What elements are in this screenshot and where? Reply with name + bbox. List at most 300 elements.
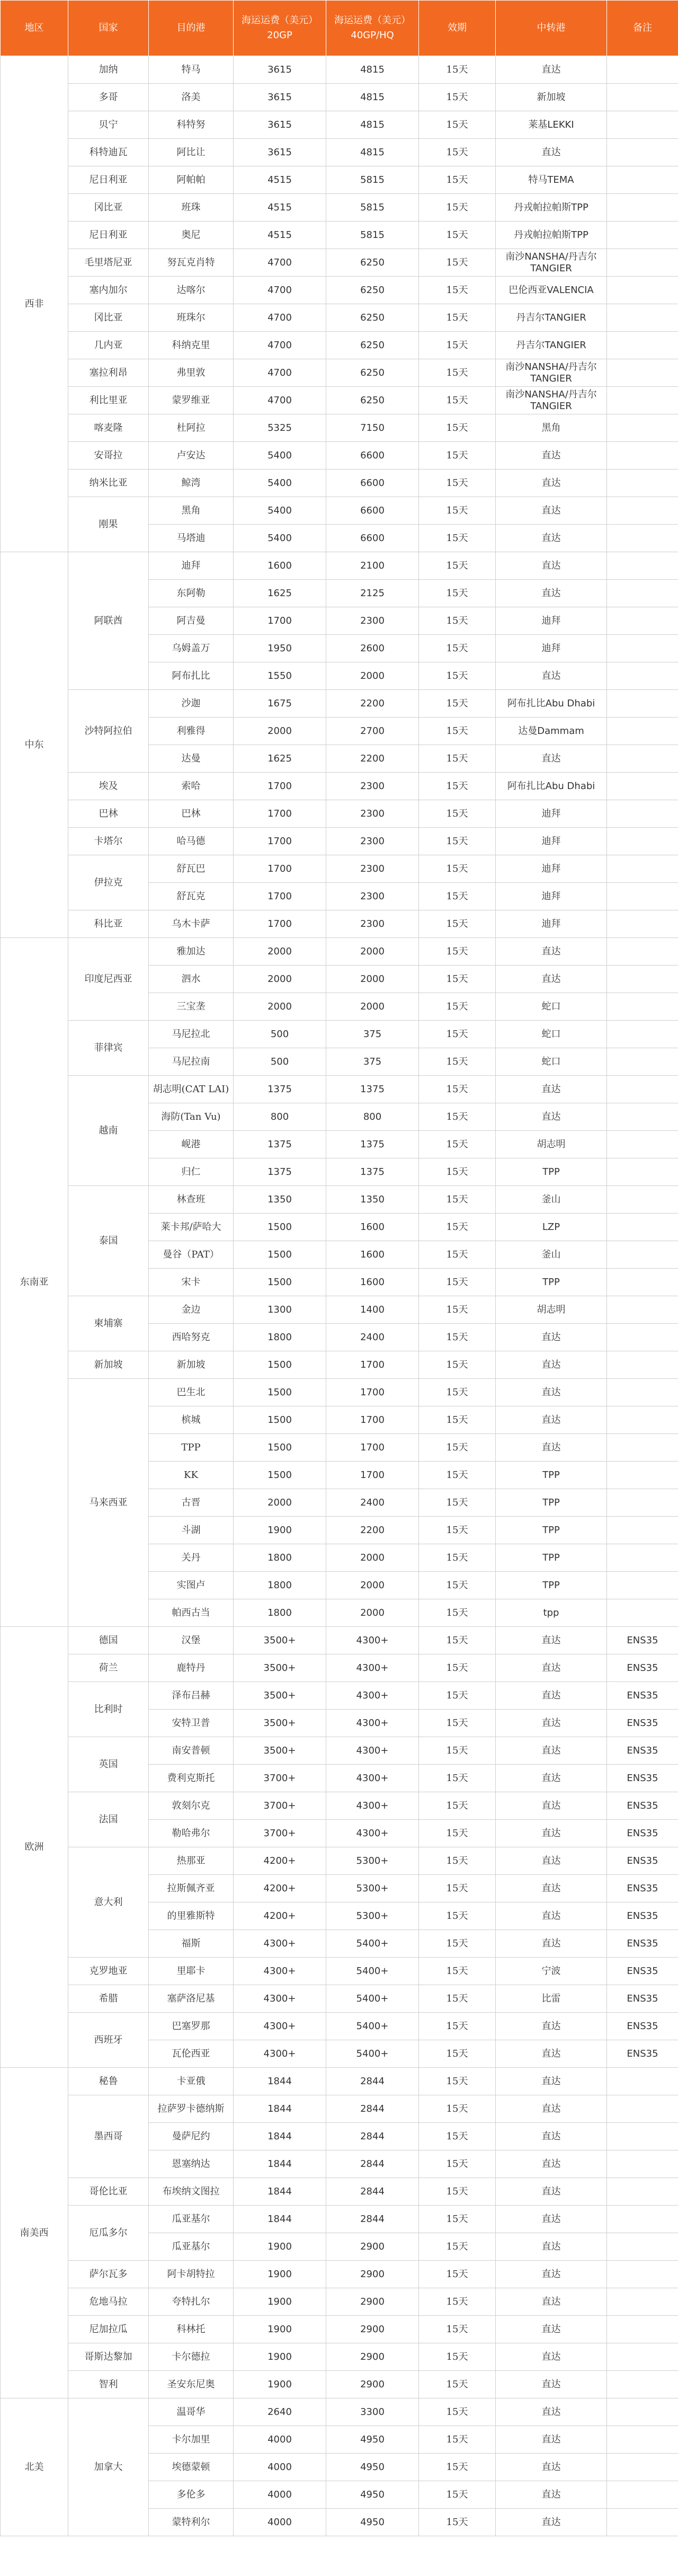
transit-port-cell: tpp [496, 1599, 607, 1627]
table-row [1, 2371, 678, 2398]
destination-port-cell: 弗里敦 [149, 359, 234, 387]
rate-40gp-cell: 375 [326, 1021, 419, 1048]
country-cell: 纳米比亚 [68, 470, 149, 497]
transit-time-cell: 15天 [419, 1958, 496, 1985]
transit-time-cell: 15天 [419, 111, 496, 139]
rate-40gp-cell: 2900 [326, 2343, 419, 2371]
table-row [1, 2261, 678, 2288]
table-row [1, 800, 678, 828]
table-row [1, 359, 678, 387]
transit-time-cell: 15天 [419, 690, 496, 718]
transit-port-cell: 新加坡 [496, 84, 607, 111]
transit-port-cell: 迪拜 [496, 828, 607, 855]
country-cell: 冈比亚 [68, 194, 149, 222]
remarks-cell [607, 1351, 678, 1379]
rate-40gp-cell: 5400+ [326, 1930, 419, 1958]
rate-20gp-cell: 4700 [234, 277, 326, 304]
transit-port-cell: TPP [496, 1158, 607, 1186]
country-cell: 德国 [68, 1627, 149, 1654]
remarks-cell [607, 332, 678, 359]
rate-20gp-cell: 5400 [234, 442, 326, 470]
transit-port-cell: 丹戎帕拉帕斯TPP [496, 194, 607, 222]
remarks-cell [607, 1241, 678, 1269]
transit-time-cell: 15天 [419, 1406, 496, 1434]
rate-40gp-cell: 2844 [326, 2150, 419, 2178]
table-row [1, 1792, 678, 1820]
destination-port-cell: 达喀尔 [149, 277, 234, 304]
destination-port-cell: 南安普顿 [149, 1737, 234, 1765]
transit-time-cell: 15天 [419, 1296, 496, 1324]
rate-40gp-cell: 4300+ [326, 1654, 419, 1682]
rate-20gp-cell: 2000 [234, 993, 326, 1021]
transit-time-cell: 15天 [419, 1351, 496, 1379]
destination-port-cell: 杜阿拉 [149, 414, 234, 442]
remarks-cell [607, 222, 678, 249]
transit-port-cell: 迪拜 [496, 855, 607, 883]
table-row [1, 910, 678, 938]
country-cell: 尼加拉瓜 [68, 2316, 149, 2343]
destination-port-cell: 新加坡 [149, 1351, 234, 1379]
rate-20gp-cell: 1675 [234, 690, 326, 718]
table-row [1, 1021, 678, 1048]
transit-time-cell: 15天 [419, 1269, 496, 1296]
table-row [1, 1351, 678, 1379]
destination-port-cell: 斗湖 [149, 1517, 234, 1544]
transit-port-cell: 丹吉尔TANGIER [496, 332, 607, 359]
rate-40gp-cell: 7150 [326, 414, 419, 442]
transit-time-cell: 15天 [419, 552, 496, 580]
remarks-cell: ENS35 [607, 1792, 678, 1820]
transit-time-cell: 15天 [419, 1682, 496, 1710]
remarks-cell [607, 277, 678, 304]
table-row [1, 387, 678, 414]
transit-port-cell: 直达 [496, 1820, 607, 1847]
destination-port-cell: 巴林 [149, 800, 234, 828]
table-row [1, 1985, 678, 2013]
destination-port-cell: 夸特扎尔 [149, 2288, 234, 2316]
transit-time-cell: 15天 [419, 1076, 496, 1103]
remarks-cell: ENS35 [607, 1654, 678, 1682]
transit-time-cell: 15天 [419, 2343, 496, 2371]
rate-20gp-cell: 1700 [234, 855, 326, 883]
transit-time-cell: 15天 [419, 635, 496, 662]
rate-40gp-cell: 2400 [326, 1324, 419, 1351]
transit-port-cell: 釜山 [496, 1241, 607, 1269]
country-cell: 越南 [68, 1076, 149, 1186]
transit-time-cell: 15天 [419, 1131, 496, 1158]
remarks-cell [607, 993, 678, 1021]
rate-40gp-cell: 2000 [326, 1544, 419, 1572]
country-cell: 哥斯达黎加 [68, 2343, 149, 2371]
table-row [1, 1627, 678, 1654]
transit-time-cell: 15天 [419, 2068, 496, 2095]
transit-port-cell: TPP [496, 1269, 607, 1296]
transit-time-cell: 15天 [419, 1186, 496, 1214]
rate-20gp-cell: 3500+ [234, 1654, 326, 1682]
remarks-cell: ENS35 [607, 1627, 678, 1654]
transit-time-cell: 15天 [419, 304, 496, 332]
rate-40gp-cell: 5300+ [326, 1875, 419, 1902]
destination-port-cell: 金边 [149, 1296, 234, 1324]
transit-time-cell: 15天 [419, 607, 496, 635]
transit-time-cell: 15天 [419, 1434, 496, 1462]
remarks-cell [607, 2261, 678, 2288]
table-row [1, 1076, 678, 1103]
rate-40gp-cell: 1700 [326, 1379, 419, 1406]
destination-port-cell: 乌姆盖万 [149, 635, 234, 662]
transit-time-cell: 15天 [419, 2150, 496, 2178]
transit-port-cell: 直达 [496, 580, 607, 607]
transit-port-cell: 直达 [496, 56, 607, 84]
destination-port-cell: 敦刻尔克 [149, 1792, 234, 1820]
transit-port-cell: 直达 [496, 442, 607, 470]
country-cell: 贝宁 [68, 111, 149, 139]
rate-20gp-cell: 4515 [234, 166, 326, 194]
rate-40gp-cell: 2900 [326, 2233, 419, 2261]
rate-20gp-cell: 4700 [234, 249, 326, 277]
destination-port-cell: 班珠 [149, 194, 234, 222]
rate-20gp-cell: 1300 [234, 1296, 326, 1324]
rate-20gp-cell: 1625 [234, 745, 326, 773]
remarks-cell [607, 497, 678, 525]
rate-20gp-cell: 4515 [234, 222, 326, 249]
rate-20gp-cell: 4000 [234, 2509, 326, 2536]
transit-port-cell: 直达 [496, 662, 607, 690]
rate-40gp-cell: 4300+ [326, 1737, 419, 1765]
remarks-cell [607, 607, 678, 635]
rate-20gp-cell: 3500+ [234, 1710, 326, 1737]
header-transit-time: 效期 [419, 1, 496, 56]
header-transit-port: 中转港 [496, 1, 607, 56]
transit-time-cell: 15天 [419, 662, 496, 690]
transit-time-cell: 15天 [419, 2206, 496, 2233]
transit-port-cell: 胡志明 [496, 1131, 607, 1158]
table-row [1, 56, 678, 84]
rate-20gp-cell: 4000 [234, 2426, 326, 2454]
rate-40gp-cell: 2000 [326, 1572, 419, 1599]
destination-port-cell: 多伦多 [149, 2481, 234, 2509]
rate-40gp-cell: 2000 [326, 993, 419, 1021]
destination-port-cell: 阿比让 [149, 139, 234, 166]
transit-port-cell: 直达 [496, 1654, 607, 1682]
table-row [1, 1682, 678, 1710]
remarks-cell [607, 2206, 678, 2233]
rate-40gp-cell: 2300 [326, 607, 419, 635]
country-cell: 塞拉利昂 [68, 359, 149, 387]
destination-port-cell: 蒙特利尔 [149, 2509, 234, 2536]
rate-40gp-cell: 1350 [326, 1186, 419, 1214]
destination-port-cell: 马尼拉南 [149, 1048, 234, 1076]
destination-port-cell: 鲸湾 [149, 470, 234, 497]
remarks-cell [607, 1544, 678, 1572]
rate-40gp-cell: 6250 [326, 359, 419, 387]
country-cell: 法国 [68, 1792, 149, 1847]
table-row [1, 332, 678, 359]
rate-40gp-cell: 4300+ [326, 1682, 419, 1710]
transit-time-cell: 15天 [419, 1599, 496, 1627]
transit-port-cell: 釜山 [496, 1186, 607, 1214]
transit-port-cell: 胡志明 [496, 1296, 607, 1324]
rate-20gp-cell: 3615 [234, 84, 326, 111]
rate-40gp-cell: 2900 [326, 2288, 419, 2316]
destination-port-cell: 关丹 [149, 1544, 234, 1572]
rate-40gp-cell: 2900 [326, 2261, 419, 2288]
destination-port-cell: 卡尔加里 [149, 2426, 234, 2454]
transit-time-cell: 15天 [419, 910, 496, 938]
remarks-cell [607, 166, 678, 194]
transit-port-cell: 直达 [496, 1875, 607, 1902]
rate-40gp-cell: 4300+ [326, 1792, 419, 1820]
transit-port-cell: 直达 [496, 2288, 607, 2316]
transit-time-cell: 15天 [419, 1158, 496, 1186]
rate-20gp-cell: 1844 [234, 2068, 326, 2095]
rate-20gp-cell: 1375 [234, 1158, 326, 1186]
country-cell: 危地马拉 [68, 2288, 149, 2316]
rate-40gp-cell: 800 [326, 1103, 419, 1131]
remarks-cell [607, 1214, 678, 1241]
remarks-cell [607, 111, 678, 139]
table-row [1, 2343, 678, 2371]
transit-port-cell: 直达 [496, 2040, 607, 2068]
rate-40gp-cell: 2844 [326, 2095, 419, 2123]
rate-20gp-cell: 4700 [234, 332, 326, 359]
destination-port-cell: 拉斯佩齐亚 [149, 1875, 234, 1902]
rate-40gp-cell: 2000 [326, 966, 419, 993]
transit-port-cell: 直达 [496, 2426, 607, 2454]
remarks-cell [607, 2095, 678, 2123]
rate-40gp-cell: 2300 [326, 773, 419, 800]
header-remarks: 备注 [607, 1, 678, 56]
remarks-cell [607, 2233, 678, 2261]
rate-20gp-cell: 1700 [234, 828, 326, 855]
rate-40gp-cell: 5300+ [326, 1902, 419, 1930]
rate-40gp-cell: 1600 [326, 1214, 419, 1241]
rate-40gp-cell: 2844 [326, 2068, 419, 2095]
rate-40gp-cell: 6600 [326, 470, 419, 497]
header-rate-40gp: 海运运费（美元）40GP/HQ [326, 1, 419, 56]
table-row [1, 304, 678, 332]
rate-40gp-cell: 6600 [326, 525, 419, 552]
transit-port-cell: 直达 [496, 2095, 607, 2123]
destination-port-cell: 归仁 [149, 1158, 234, 1186]
destination-port-cell: 努瓦克肖特 [149, 249, 234, 277]
rate-20gp-cell: 2000 [234, 966, 326, 993]
remarks-cell [607, 359, 678, 387]
rate-20gp-cell: 1500 [234, 1351, 326, 1379]
rate-20gp-cell: 1500 [234, 1379, 326, 1406]
rate-20gp-cell: 1350 [234, 1186, 326, 1214]
rate-40gp-cell: 2844 [326, 2123, 419, 2150]
table-row [1, 414, 678, 442]
transit-time-cell: 15天 [419, 1654, 496, 1682]
destination-port-cell: 特马 [149, 56, 234, 84]
rate-40gp-cell: 4300+ [326, 1627, 419, 1654]
transit-time-cell: 15天 [419, 1489, 496, 1517]
country-cell: 利比里亚 [68, 387, 149, 414]
rate-20gp-cell: 1375 [234, 1131, 326, 1158]
transit-port-cell: 迪拜 [496, 883, 607, 910]
rate-20gp-cell: 1844 [234, 2206, 326, 2233]
destination-port-cell: 迪拜 [149, 552, 234, 580]
remarks-cell: ENS35 [607, 1930, 678, 1958]
transit-port-cell: 直达 [496, 1627, 607, 1654]
destination-port-cell: 阿帕帕 [149, 166, 234, 194]
transit-time-cell: 15天 [419, 2454, 496, 2481]
destination-port-cell: 阿布扎比 [149, 662, 234, 690]
table-row [1, 2095, 678, 2123]
remarks-cell [607, 910, 678, 938]
rate-20gp-cell: 1900 [234, 2371, 326, 2398]
rate-20gp-cell: 500 [234, 1048, 326, 1076]
rate-40gp-cell: 2300 [326, 883, 419, 910]
destination-port-cell: 费利克斯托 [149, 1765, 234, 1792]
table-row [1, 2013, 678, 2040]
country-cell: 英国 [68, 1737, 149, 1792]
transit-port-cell: 直达 [496, 745, 607, 773]
rate-20gp-cell: 1900 [234, 1517, 326, 1544]
rate-20gp-cell: 4300+ [234, 2040, 326, 2068]
transit-time-cell: 15天 [419, 84, 496, 111]
transit-time-cell: 15天 [419, 1627, 496, 1654]
remarks-cell [607, 470, 678, 497]
country-cell: 新加坡 [68, 1351, 149, 1379]
transit-time-cell: 15天 [419, 1544, 496, 1572]
rate-20gp-cell: 1900 [234, 2343, 326, 2371]
rate-40gp-cell: 5815 [326, 194, 419, 222]
transit-time-cell: 15天 [419, 56, 496, 84]
remarks-cell [607, 1103, 678, 1131]
remarks-cell [607, 1158, 678, 1186]
transit-time-cell: 15天 [419, 1765, 496, 1792]
table-row [1, 552, 678, 580]
transit-port-cell: TPP [496, 1572, 607, 1599]
transit-port-cell: 直达 [496, 139, 607, 166]
rate-40gp-cell: 2844 [326, 2206, 419, 2233]
region-cell: 南美西 [1, 2068, 68, 2398]
rate-20gp-cell: 5400 [234, 525, 326, 552]
remarks-cell [607, 800, 678, 828]
destination-port-cell: 勒哈弗尔 [149, 1820, 234, 1847]
rate-20gp-cell: 4515 [234, 194, 326, 222]
rate-20gp-cell: 2000 [234, 718, 326, 745]
destination-port-cell: 科特努 [149, 111, 234, 139]
transit-time-cell: 15天 [419, 497, 496, 525]
rate-40gp-cell: 5400+ [326, 2040, 419, 2068]
destination-port-cell: 阿卡胡特拉 [149, 2261, 234, 2288]
transit-time-cell: 15天 [419, 277, 496, 304]
rate-20gp-cell: 4000 [234, 2454, 326, 2481]
destination-port-cell: 哈马德 [149, 828, 234, 855]
transit-time-cell: 15天 [419, 139, 496, 166]
rate-40gp-cell: 2000 [326, 662, 419, 690]
destination-port-cell: 泗水 [149, 966, 234, 993]
country-cell: 尼日利亚 [68, 166, 149, 194]
rate-20gp-cell: 3500+ [234, 1682, 326, 1710]
remarks-cell [607, 1324, 678, 1351]
transit-time-cell: 15天 [419, 966, 496, 993]
rate-20gp-cell: 1600 [234, 552, 326, 580]
transit-time-cell: 15天 [419, 1875, 496, 1902]
transit-time-cell: 15天 [419, 2316, 496, 2343]
rate-20gp-cell: 1900 [234, 2233, 326, 2261]
rate-40gp-cell: 5400+ [326, 1985, 419, 2013]
transit-port-cell: 阿布扎比Abu Dhabi [496, 773, 607, 800]
remarks-cell [607, 304, 678, 332]
rate-20gp-cell: 2000 [234, 938, 326, 966]
transit-port-cell: 南沙NANSHA/丹吉尔TANGIER [496, 249, 607, 277]
remarks-cell: ENS35 [607, 1902, 678, 1930]
country-cell: 埃及 [68, 773, 149, 800]
transit-time-cell: 15天 [419, 1324, 496, 1351]
transit-port-cell: 丹吉尔TANGIER [496, 304, 607, 332]
remarks-cell [607, 966, 678, 993]
rate-20gp-cell: 1700 [234, 800, 326, 828]
rate-20gp-cell: 3700+ [234, 1792, 326, 1820]
destination-port-cell: 卡亚俄 [149, 2068, 234, 2095]
destination-port-cell: 西哈努克 [149, 1324, 234, 1351]
rate-20gp-cell: 1800 [234, 1572, 326, 1599]
transit-port-cell: 直达 [496, 2343, 607, 2371]
rate-20gp-cell: 4700 [234, 304, 326, 332]
rate-20gp-cell: 5400 [234, 470, 326, 497]
region-cell: 东南亚 [1, 938, 68, 1627]
transit-port-cell: 直达 [496, 1406, 607, 1434]
remarks-cell [607, 662, 678, 690]
transit-port-cell: 直达 [496, 938, 607, 966]
transit-time-cell: 15天 [419, 938, 496, 966]
remarks-cell [607, 1434, 678, 1462]
remarks-cell: ENS35 [607, 2040, 678, 2068]
rate-40gp-cell: 2000 [326, 1599, 419, 1627]
transit-time-cell: 15天 [419, 470, 496, 497]
rate-40gp-cell: 5815 [326, 166, 419, 194]
rate-40gp-cell: 2400 [326, 1489, 419, 1517]
transit-port-cell: LZP [496, 1214, 607, 1241]
rate-20gp-cell: 1800 [234, 1544, 326, 1572]
remarks-cell [607, 56, 678, 84]
remarks-cell [607, 1048, 678, 1076]
transit-time-cell: 15天 [419, 718, 496, 745]
transit-time-cell: 15天 [419, 1021, 496, 1048]
table-row [1, 249, 678, 277]
transit-port-cell: 直达 [496, 2150, 607, 2178]
transit-port-cell: 直达 [496, 1902, 607, 1930]
remarks-cell [607, 1517, 678, 1544]
transit-time-cell: 15天 [419, 855, 496, 883]
transit-port-cell: 直达 [496, 2261, 607, 2288]
transit-port-cell: 直达 [496, 2316, 607, 2343]
destination-port-cell: 曼萨尼约 [149, 2123, 234, 2150]
country-cell: 意大利 [68, 1847, 149, 1958]
destination-port-cell: 实图卢 [149, 1572, 234, 1599]
rate-40gp-cell: 1700 [326, 1406, 419, 1434]
header-country: 国家 [68, 1, 149, 56]
remarks-cell [607, 1296, 678, 1324]
destination-port-cell: 汉堡 [149, 1627, 234, 1654]
remarks-cell [607, 2178, 678, 2206]
transit-time-cell: 15天 [419, 359, 496, 387]
transit-port-cell: 直达 [496, 2509, 607, 2536]
country-cell: 马来西亚 [68, 1379, 149, 1627]
transit-port-cell: 直达 [496, 2233, 607, 2261]
transit-time-cell: 15天 [419, 332, 496, 359]
rate-40gp-cell: 1600 [326, 1241, 419, 1269]
transit-time-cell: 15天 [419, 166, 496, 194]
rate-40gp-cell: 2300 [326, 800, 419, 828]
rate-40gp-cell: 4950 [326, 2426, 419, 2454]
transit-time-cell: 15天 [419, 2481, 496, 2509]
transit-time-cell: 15天 [419, 1930, 496, 1958]
